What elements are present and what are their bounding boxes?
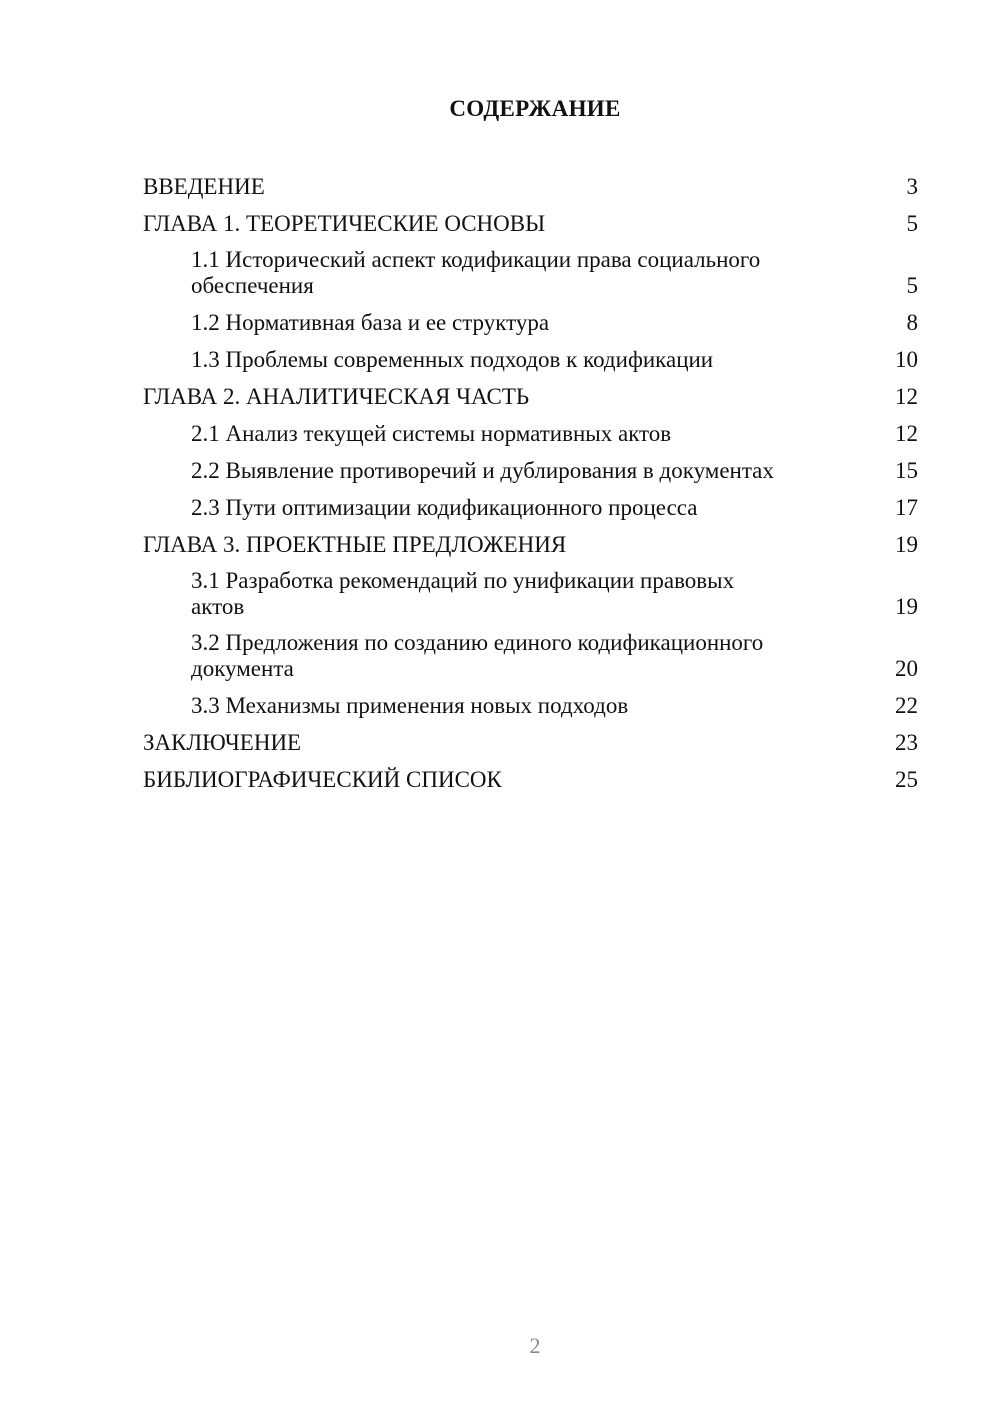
toc-entry-page: 19: [895, 531, 918, 557]
page-number: 2: [529, 1333, 541, 1358]
toc-entry-chapter-1[interactable]: [143, 205, 918, 242]
toc-entry-label: БИБЛИОГРАФИЧЕСКИЙ СПИСОК: [143, 766, 502, 792]
toc-entry-label: 1.1 Исторический аспект кодификации права социального обеспечения: [191, 247, 761, 298]
table-of-contents: [143, 168, 918, 798]
toc-entry-page: 19: [895, 594, 918, 619]
toc-entry-page: 25: [895, 766, 918, 792]
toc-entry-label: ГЛАВА 2. АНАЛИТИЧЕСКАЯ ЧАСТЬ: [143, 383, 530, 409]
toc-entry-section-1-2[interactable]: [143, 304, 918, 341]
toc-entry-label: ЗАКЛЮЧЕНИЕ: [143, 729, 302, 755]
toc-entry-page: 12: [895, 420, 918, 446]
toc-entry-chapter-3[interactable]: [143, 526, 918, 563]
toc-entry-section-1-3[interactable]: [143, 341, 918, 378]
toc-entry-page: 15: [895, 457, 918, 483]
toc-entry-label: ВВЕДЕНИЕ: [143, 173, 265, 199]
toc-entry-label: 3.3 Механизмы применения новых подходов: [191, 692, 629, 718]
page-title: СОДЕРЖАНИЕ: [449, 96, 621, 121]
toc-entry-page: 22: [895, 692, 918, 718]
toc-entry-page: 23: [895, 729, 918, 755]
toc-entry-section-2-3[interactable]: [143, 489, 918, 526]
toc-entry-section-2-2[interactable]: [143, 452, 918, 489]
toc-entry-label: 3.1 Разработка рекомендаций по унификации правовых актов: [191, 568, 735, 619]
toc-entry-section-3-3[interactable]: [143, 687, 918, 724]
toc-entry-page: 3: [906, 173, 918, 199]
toc-entry-label: 1.2 Нормативная база и ее структура: [191, 309, 550, 335]
toc-entry-section-3-1[interactable]: [143, 563, 918, 625]
toc-entry-conclusion[interactable]: [143, 724, 918, 761]
toc-entry-label: 2.1 Анализ текущей системы нормативных актов: [191, 420, 672, 446]
toc-entry-section-3-2[interactable]: [143, 625, 918, 687]
toc-entry-page: 5: [906, 210, 918, 236]
toc-entry-label: 3.2 Предложения по созданию единого кодификационного документа: [191, 630, 764, 681]
toc-entry-section-2-1[interactable]: [143, 415, 918, 452]
toc-entry-section-1-1[interactable]: [143, 242, 918, 304]
toc-entry-page: 20: [895, 656, 918, 681]
toc-entry-label: ГЛАВА 1. ТЕОРЕТИЧЕСКИЕ ОСНОВЫ: [143, 210, 546, 236]
toc-entry-introduction[interactable]: [143, 168, 918, 205]
toc-entry-bibliography[interactable]: [143, 761, 918, 798]
toc-entry-label: 2.3 Пути оптимизации кодификационного процесса: [191, 494, 698, 520]
toc-entry-page: 10: [895, 346, 918, 372]
toc-entry-label: ГЛАВА 3. ПРОЕКТНЫЕ ПРЕДЛОЖЕНИЯ: [143, 531, 567, 557]
toc-entry-page: 12: [895, 383, 918, 409]
toc-entry-chapter-2[interactable]: [143, 378, 918, 415]
toc-entry-label: 1.3 Проблемы современных подходов к кодификации: [191, 346, 714, 372]
toc-entry-page: 17: [895, 494, 918, 520]
toc-entry-page: 8: [906, 309, 918, 335]
toc-entry-page: 5: [906, 273, 918, 298]
toc-entry-label: 2.2 Выявление противоречий и дублирования в документах: [191, 457, 774, 483]
